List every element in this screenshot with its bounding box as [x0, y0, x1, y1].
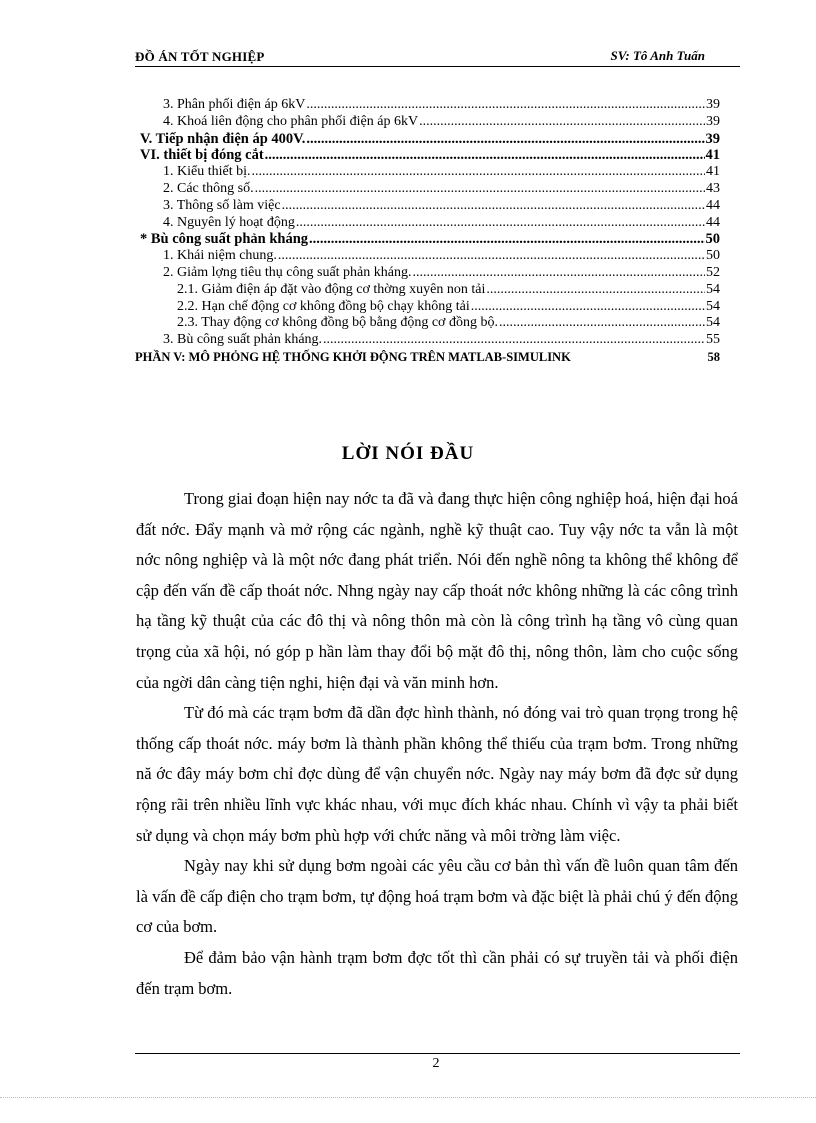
toc-entry-label: 4. Khoá liên động cho phân phối điện áp 6kV: [163, 113, 419, 129]
table-of-contents: [135, 97, 720, 366]
toc-entry-page: 54: [706, 298, 720, 314]
paragraph: Ngày nay khi sử dụng bơm ngoài các yêu cầu cơ bản thì vấn đề luôn quan tâm đến là vấn đề cấp điện cho trạm bơm, tự động hoá trạm bơm và đặc biệt là phải chú ý đến động cơ của bơm.: [136, 856, 738, 937]
toc-leader-dots: [252, 164, 706, 181]
paragraph: Từ đó mà các trạm bơm đã dần đợc hình thành, nó đóng vai trò quan trọng trong hệ thống cấp thoát nớc. máy bơm là thành phần không thể thiếu của trạm bơm. Trong những nă ớc đây máy bơm chỉ đợc dùng để vận chuyển nớc. Ngày nay máy bơm đã đợc sử dụng rộng rãi trên nhiều lĩnh vực khác nhau, với mục đích khác nhau. Chính vì vậy ta phải biết sử dụng và chọn máy bơm phù hợp với chức năng và môi trờng làm việc.: [136, 703, 738, 845]
toc-entry-label: 1. Khái niệm chung.: [163, 248, 277, 264]
toc-entry: [135, 114, 720, 131]
toc-entry: [135, 198, 720, 215]
section-title: LỜI NÓI ĐẦU: [341, 443, 475, 464]
toc-leader-dots: [265, 147, 705, 164]
toc-leader-dots: [282, 198, 705, 215]
toc-entry-label: 3. Bù công suất phản kháng.: [163, 332, 323, 348]
toc-entry-label: 3. Thông số làm việc: [163, 197, 281, 213]
toc-entry-page: 54: [706, 281, 720, 297]
toc-entry-label: 4. Nguyên lý hoạt động: [163, 214, 295, 230]
toc-entry: [135, 282, 720, 299]
toc-entry: [135, 97, 720, 114]
toc-entry: [135, 265, 720, 282]
toc-leader-dots: [419, 114, 705, 131]
toc-entry-page: 44: [706, 214, 720, 230]
toc-entry-label: PHẦN V: MÔ PHỎNG HỆ THỐNG KHỞI ĐỘNG TRÊN MATLAB-SIMULINK: [135, 349, 571, 364]
toc-leader-dots: [499, 315, 705, 332]
paragraph: Trong giai đoạn hiện nay nớc ta đã và đang thực hiện công nghiệp hoá, hiện đại hoá đất nớc. Đẩy mạnh và mở rộng các ngành, nghề kỹ thuật cao. Tuy vậy nớc ta vẫn là một nớc nông nghiệp và là một nớc đang phát triển. Nói đến nghề nông ta không thể không để cập đến vấn đề cấp thoát nớc. Nhng ngày nay cấp thoát nớc không những là các công trình hạ tầng kỹ thuật của các đô thị và nông thôn mà còn là công trình hạ tầng vô cùng quan trọng của xã hội, nó góp p hần làm thay đổi bộ mặt đô thị, nông thôn, làm cho cuộc sống của ngời dân càng tiện nghi, hiện đại và văn minh hơn.: [136, 489, 738, 692]
page-number: 2: [432, 1056, 440, 1071]
toc-entry-label: VI. thiết bị đóng cắt: [140, 147, 264, 164]
toc-entry: [135, 147, 720, 164]
toc-entry-page: 58: [707, 349, 720, 364]
toc-leader-dots: [296, 215, 705, 232]
toc-entry-page: 41: [706, 164, 720, 180]
toc-leader-dots: [486, 282, 705, 299]
toc-entry-page: 43: [706, 180, 720, 196]
toc-entry-label: 2. Giảm lợng tiêu thụ công suất phản kháng.: [163, 264, 412, 280]
toc-entry: [135, 131, 720, 148]
toc-entry-page: 39: [706, 113, 720, 129]
paragraph: Để đảm bảo vận hành trạm bơm đợc tốt thì cần phải có sự truyền tải và phối điện đến trạm bơm.: [136, 947, 738, 998]
toc-entry-label: 2.2. Hạn chế động cơ không đồng bộ chạy không tải: [177, 298, 470, 314]
toc-entry: [135, 299, 720, 316]
toc-leader-dots: [255, 181, 705, 198]
toc-entry-page: 55: [706, 332, 720, 348]
toc-entry-page: 39: [706, 97, 720, 112]
toc-leader-dots: [471, 299, 705, 316]
toc-entry-page: 41: [705, 147, 720, 164]
header-author: SV: Tô Anh Tuấn: [610, 48, 705, 63]
body-text: [136, 484, 738, 1004]
footer-rule: [135, 1053, 740, 1054]
header-title: ĐỒ ÁN TỐT NGHIỆP: [135, 49, 265, 64]
toc-entry-label: 2. Các thông số.: [163, 180, 254, 196]
toc-entry: [135, 332, 720, 349]
toc-entry-label: 1. Kiểu thiết bị.: [163, 164, 251, 180]
toc-leader-dots: [278, 248, 705, 265]
toc-entry: [135, 164, 720, 181]
toc-entry: [135, 315, 720, 332]
toc-entry-page: 39: [705, 130, 720, 147]
toc-entry-label: 2.3. Thay động cơ không đồng bộ bằng động cơ đồng bộ.: [177, 315, 498, 331]
toc-entry-label: * Bù công suất phản kháng: [140, 231, 309, 248]
toc-entry: [135, 231, 720, 248]
toc-entry-page: 54: [706, 315, 720, 331]
toc-leader-dots: [309, 231, 704, 248]
toc-leader-dots: [412, 265, 705, 282]
toc-entry-page: 50: [706, 248, 720, 264]
page-header: [135, 46, 740, 67]
toc-entry-label: 2.1. Giảm điện áp đặt vào động cơ thờng xuyên non tải: [177, 281, 486, 297]
toc-leader-dots: [323, 332, 705, 349]
page-edge-divider: [0, 1097, 816, 1098]
toc-leader-dots: [306, 131, 704, 148]
toc-entry-page: 44: [706, 197, 720, 213]
toc-leader-dots: [306, 97, 705, 114]
toc-entry: [135, 181, 720, 198]
toc-entry-page: 50: [705, 231, 720, 248]
toc-entry: [135, 215, 720, 232]
toc-entry: [135, 349, 720, 366]
toc-entry: [135, 248, 720, 265]
toc-entry-page: 52: [706, 264, 720, 280]
toc-entry-label: 3. Phân phối điện áp 6kV: [163, 97, 306, 112]
toc-entry-label: V. Tiếp nhận điện áp 400V.: [140, 130, 306, 147]
